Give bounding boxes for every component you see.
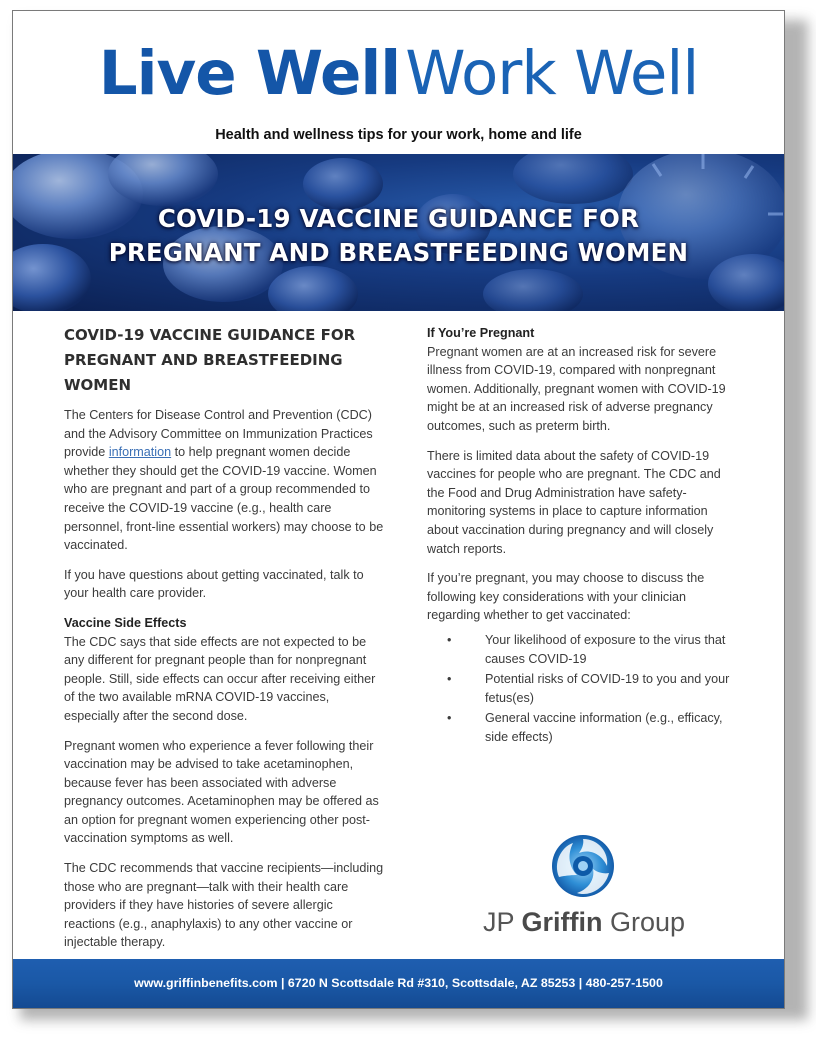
banner-title: [13, 202, 784, 270]
allergy-paragraph: The CDC recommends that vaccine recipients—including those who are pregnant—talk with their health care providers if they have histories of severe allergic reactions (e.g., anaphylaxis) to any other vaccine or injectable therapy.: [64, 861, 384, 950]
list-item: [447, 709, 737, 746]
list-item: [447, 670, 737, 707]
list-item-text: Your likelihood of exposure to the virus that causes COVID-19: [485, 632, 726, 666]
bullet-dot-icon: •: [447, 672, 452, 687]
intro-text-end: to help pregnant women decide whether they should get the COVID-19 vaccine. Women who are pregnant and part of a group recommended to receive the COVID-19 vaccine (e.g., health care personnel, front-line essential workers) may choose to be vaccinated.: [64, 445, 384, 553]
list-item-text: General vaccine information (e.g., efficacy, side effects): [485, 711, 723, 744]
intro-text-start: The Centers for Disease Control and Prevention (CDC) and the Advisory Committee on Immunization Practices provide: [64, 408, 373, 460]
questions-paragraph: If you have questions about getting vaccinated, talk to your health care provider.: [64, 567, 364, 601]
article-heading-line2: PREGNANT AND BREASTFEEDING: [64, 351, 343, 369]
list-item: [447, 631, 737, 668]
logo-bold: Griffin: [521, 907, 603, 937]
side-effects-paragraph: The CDC says that side effects are not expected to be any different for pregnant people than for nonpregnant people. Still, side effects can occur after receiving either of the two available mRNA COVID-19 vaccines, especially after the second dose.: [64, 634, 376, 723]
masthead-light: Work Well: [405, 38, 699, 109]
hero-banner: [13, 154, 784, 311]
logo-suffix: Group: [602, 907, 686, 937]
footer-bar: [13, 959, 784, 1008]
company-logo: [483, 833, 686, 943]
masthead: [13, 38, 784, 109]
article-heading-line1: COVID-19 VACCINE GUIDANCE FOR: [64, 326, 356, 344]
masthead-bold: Live Well: [98, 38, 401, 109]
right-column: [427, 324, 737, 748]
side-effects-heading: Vaccine Side Effects: [64, 615, 187, 630]
swirl-logo-icon: [549, 833, 617, 899]
considerations-list: [427, 631, 737, 747]
safety-data-paragraph: There is limited data about the safety of COVID-19 vaccines for people who are pregnant. The CDC and the Food and Drug Administration have safety-monitoring systems in place to capture information about vaccination during pregnancy and will closely watch reports.: [427, 448, 721, 556]
considerations-paragraph: If you’re pregnant, you may choose to discuss the following key considerations with your clinician regarding whether to get vaccinated:: [427, 571, 705, 623]
article-heading: [64, 323, 384, 398]
banner-title-line1: COVID-19 VACCINE GUIDANCE FOR: [157, 204, 640, 233]
pregnant-heading: If You’re Pregnant: [427, 326, 535, 340]
footer-contact-text: www.griffinbenefits.com | 6720 N Scottsdale Rd #310, Scottsdale, AZ 85253 | 480-257-1500: [134, 976, 663, 990]
bullet-dot-icon: •: [447, 711, 452, 726]
logo-wordmark: [483, 907, 686, 938]
list-item-text: Potential risks of COVID-19 to you and your fetus(es): [485, 672, 730, 705]
logo-prefix: JP: [483, 907, 522, 937]
intro-paragraph: [64, 406, 384, 555]
information-link[interactable]: information: [108, 445, 172, 460]
bullet-dot-icon: •: [447, 632, 452, 647]
left-column: [64, 323, 384, 963]
newsletter-page: [12, 10, 785, 1009]
banner-title-line2: PREGNANT AND BREASTFEEDING WOMEN: [108, 238, 689, 267]
fever-paragraph: Pregnant women who experience a fever following their vaccination may be advised to take acetaminophen, because fever has been associated with adverse pregnancy outcomes. Acetaminophen may be offered as an option for pregnant women experiencing other post-vaccination symptoms as well.: [64, 738, 379, 846]
risk-paragraph: Pregnant women are at an increased risk for severe illness from COVID-19, compared with nonpregnant women. Additionally, pregnant women with COVID-19 might be at an increased risk of adverse pregnancy outcomes, such as preterm birth.: [427, 344, 726, 433]
tagline: Health and wellness tips for your work, home and life: [215, 127, 582, 143]
article-heading-line3: WOMEN: [64, 376, 132, 394]
